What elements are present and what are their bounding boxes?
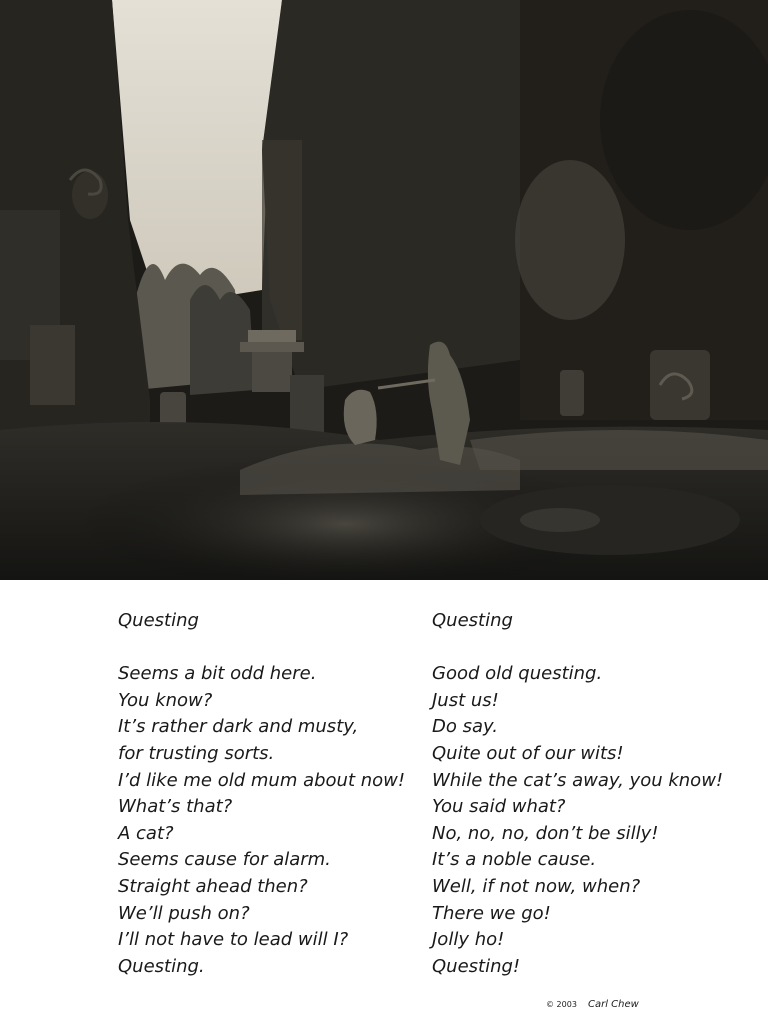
poem-line: Quite out of our wits! <box>432 742 624 764</box>
poem-line: Seems a bit odd here. <box>118 663 317 685</box>
poem-line: I’d like me old mum about now! <box>118 769 406 791</box>
poem-left <box>118 608 405 980</box>
poem-line: It’s a noble cause. <box>432 849 597 871</box>
poem-line: Questing! <box>432 955 521 977</box>
poem-line: While the cat’s away, you know! <box>432 769 724 791</box>
poem-line: for trusting sorts. <box>118 742 275 764</box>
poem-line: Do say. <box>432 716 498 738</box>
stanza-gap <box>432 635 723 662</box>
copyright-notice: © 2003 <box>546 1000 577 1009</box>
poem-line: You know? <box>118 689 213 711</box>
poem-line: Questing. <box>118 955 205 977</box>
copyright-credit <box>546 992 639 1011</box>
author-name: Carl Chew <box>588 999 639 1010</box>
poem-line: A cat? <box>118 822 174 844</box>
poem-line: Well, if not now, when? <box>432 875 641 897</box>
poem-left-title: Questing <box>118 610 199 631</box>
poem-line: What’s that? <box>118 796 233 818</box>
poem-line: There we go! <box>432 902 551 924</box>
poem-line: No, no, no, don’t be silly! <box>432 822 659 844</box>
poem-line: Seems cause for alarm. <box>118 849 331 871</box>
poem-line: Straight ahead then? <box>118 875 308 897</box>
stanza-gap <box>118 635 405 662</box>
poem-line: We’ll push on? <box>118 902 250 924</box>
poem-line: Good old questing. <box>432 663 603 685</box>
poem-right-title: Questing <box>432 610 513 631</box>
poem-line: Jolly ho! <box>432 929 505 951</box>
poem-line: It’s rather dark and musty, <box>118 716 359 738</box>
poem-line: I’ll not have to lead will I? <box>118 929 349 951</box>
poem-line: You said what? <box>432 796 566 818</box>
poem-right <box>432 608 723 980</box>
poem-line: Just us! <box>432 689 499 711</box>
